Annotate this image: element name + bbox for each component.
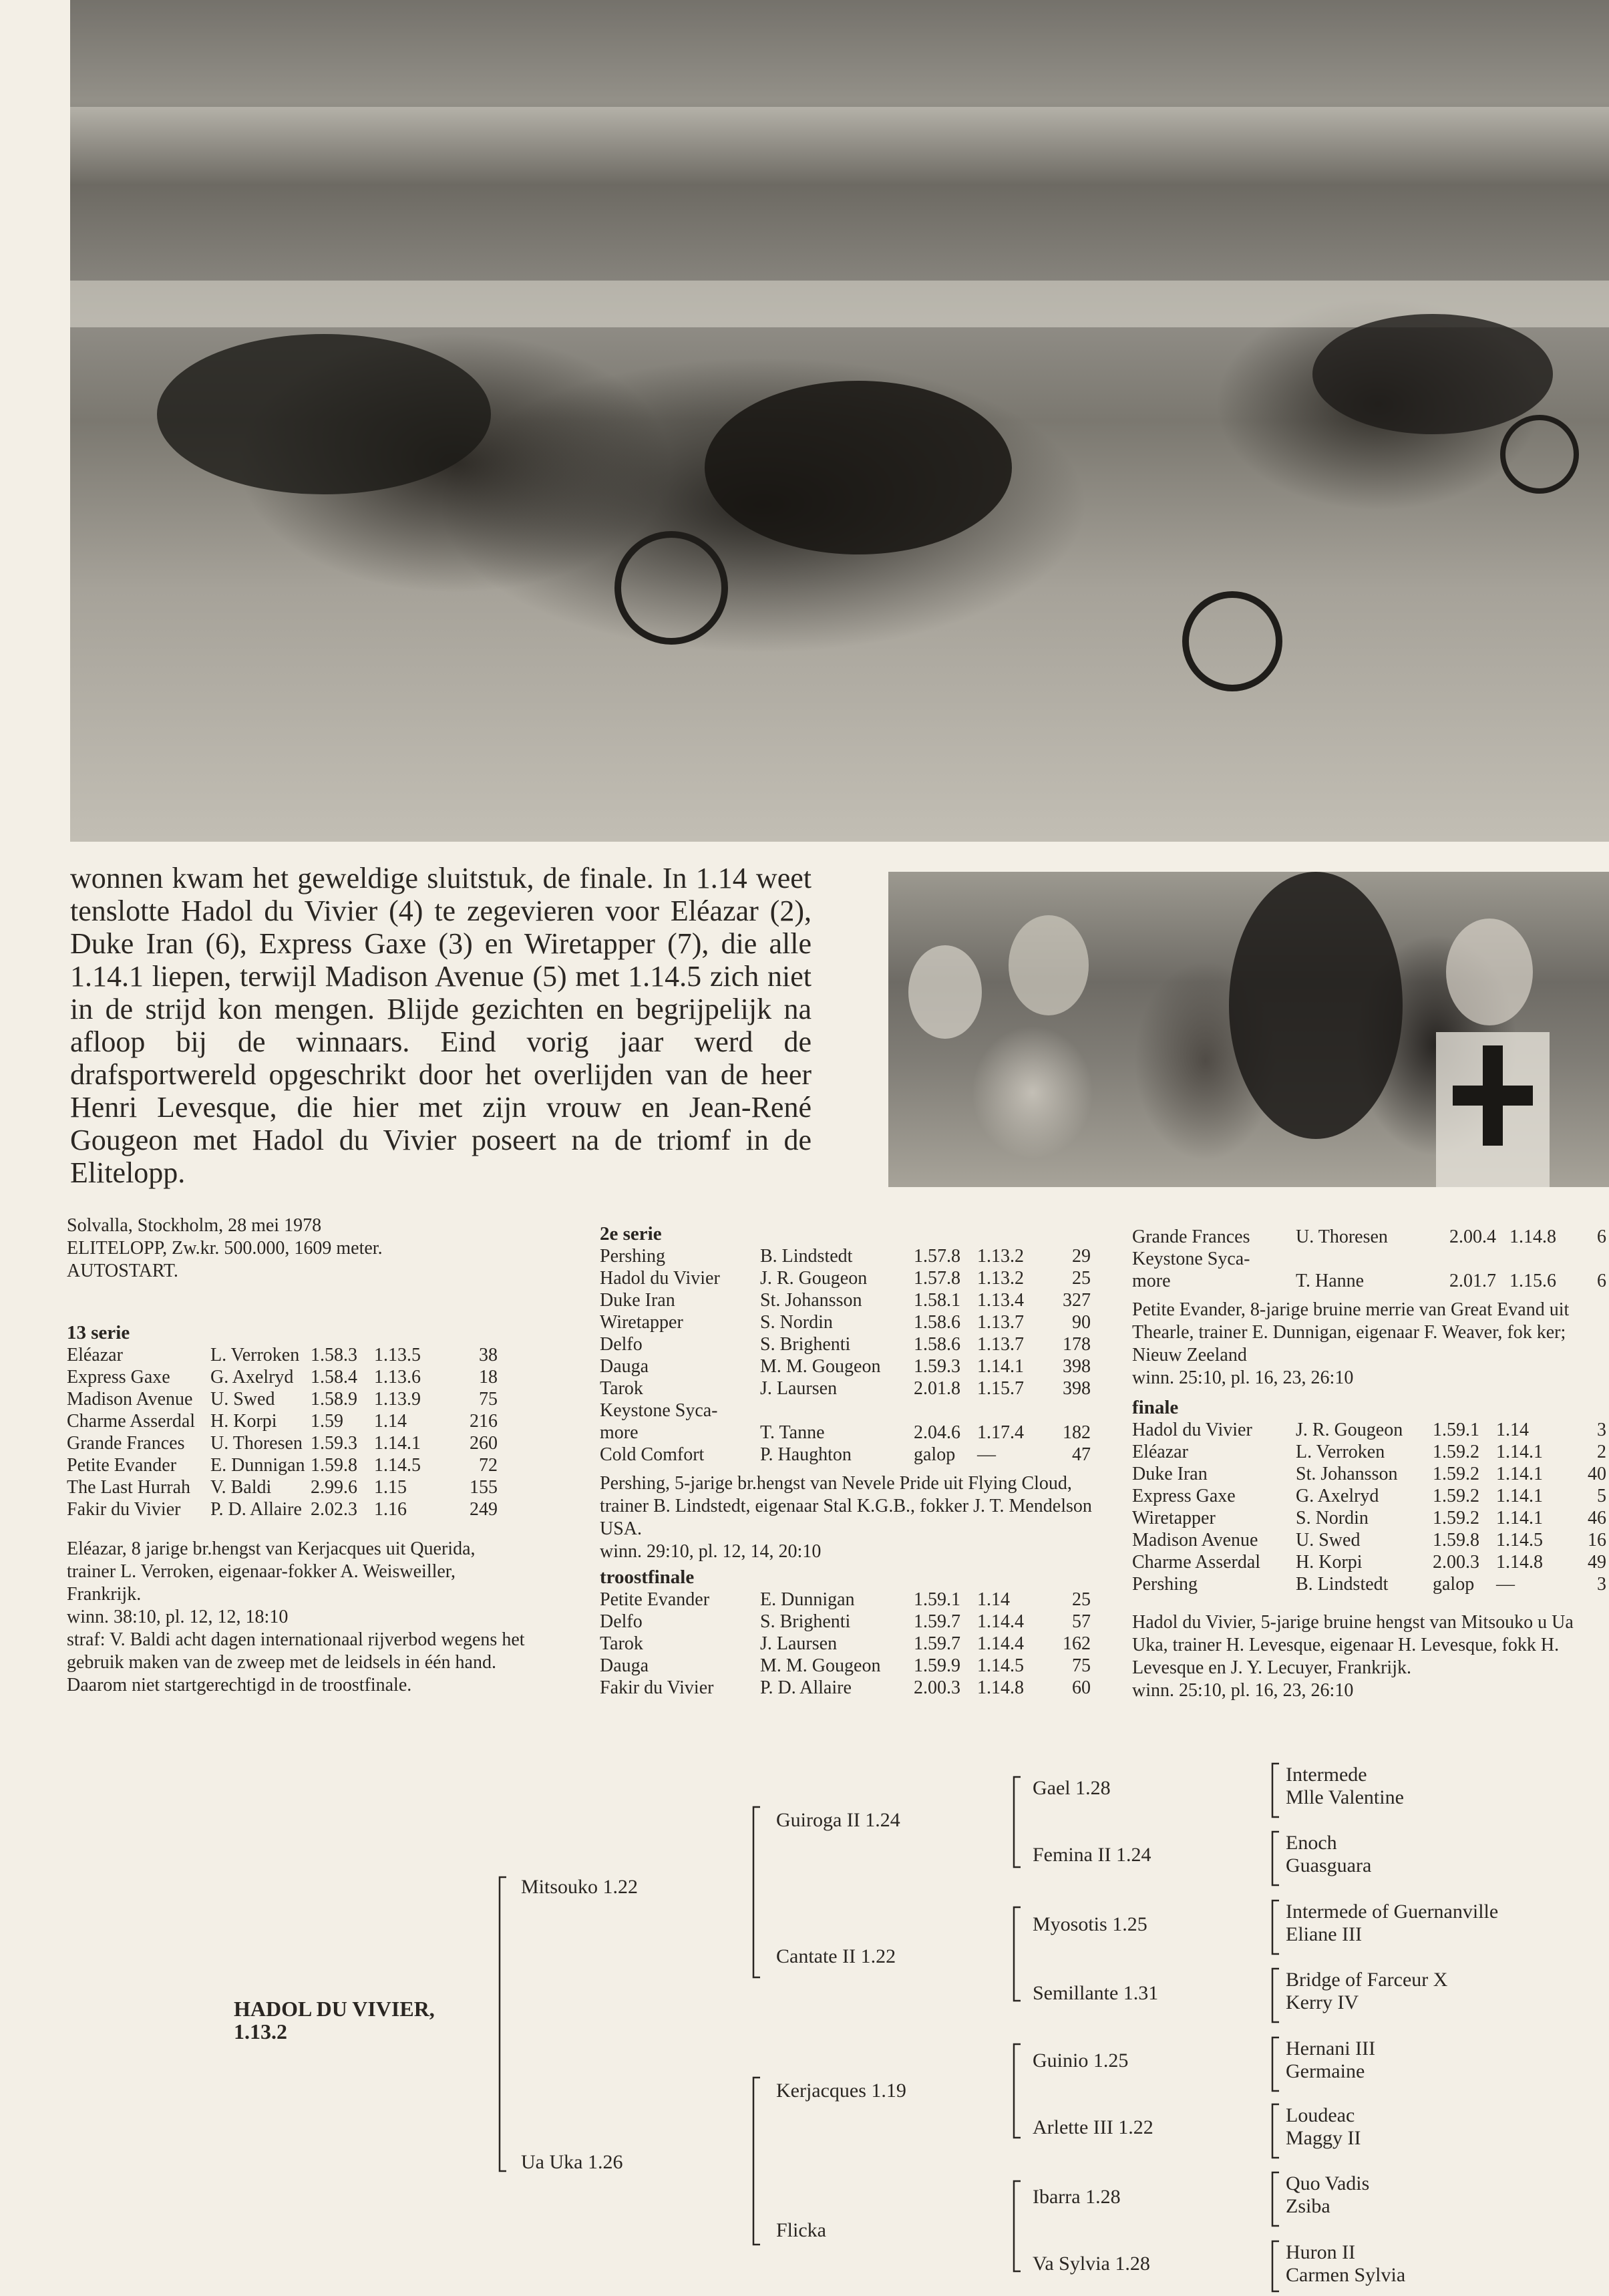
table-cell: 2.04.6	[914, 1422, 960, 1443]
table-row	[600, 1333, 1091, 1355]
table-cell	[977, 1400, 1051, 1422]
event-header	[67, 1214, 383, 1283]
table-row	[600, 1422, 1091, 1444]
serie-2-title: 2e serie	[600, 1223, 662, 1245]
table-cell: S. Nordin	[760, 1312, 833, 1333]
table-cell: L. Verroken	[210, 1345, 300, 1365]
table-cell: 3	[1597, 1420, 1606, 1440]
table-cell: Express Gaxe	[1132, 1486, 1236, 1506]
table-cell: 182	[1063, 1422, 1091, 1443]
table-cell: U. Thoresen	[210, 1433, 303, 1454]
table-cell: 1.58.3	[311, 1345, 357, 1365]
pedigree-g2-8: Va Sylvia 1.28	[1033, 2253, 1150, 2275]
table-cell: 1.16	[374, 1499, 407, 1520]
pedigree-g3-3-dam: Eliane III	[1286, 1923, 1363, 1945]
event-line-3: AUTOSTART.	[67, 1261, 178, 1281]
pedigree-g1-3: Kerjacques 1.19	[776, 2080, 906, 2102]
table-cell: 1.14.1	[1496, 1464, 1543, 1484]
table-cell: 1.13.2	[977, 1268, 1024, 1289]
table-cell: 327	[1063, 1290, 1091, 1311]
table-cell: Eléazar	[67, 1345, 123, 1365]
pedigree-g3-7	[1286, 2172, 1369, 2218]
table-cell: 75	[1072, 1655, 1091, 1676]
table-cell: H. Korpi	[1296, 1552, 1363, 1573]
table-cell: Eléazar	[1132, 1442, 1188, 1462]
table-cell: Wiretapper	[1132, 1508, 1216, 1528]
table-cell: 75	[479, 1389, 498, 1410]
table-cell: Keystone Syca-	[1132, 1249, 1250, 1269]
table-cell: 2.01.8	[914, 1378, 960, 1399]
table-cell: 1.13.7	[977, 1334, 1024, 1355]
table-row	[67, 1476, 498, 1498]
table-cell: 1.13.7	[977, 1312, 1024, 1333]
table-cell: 38	[479, 1345, 498, 1365]
table-cell: 1.58.1	[914, 1290, 960, 1311]
table-cell: Duke Iran	[1132, 1464, 1208, 1484]
table-cell: 249	[470, 1499, 498, 1520]
table-cell: 1.14.4	[977, 1633, 1024, 1654]
table-cell: 1.59.3	[311, 1433, 357, 1454]
table-cell: G. Axelryd	[210, 1367, 294, 1387]
table-cell: 1.14.1	[374, 1433, 421, 1454]
table-cell: 1.14	[1496, 1420, 1529, 1440]
table-row	[1132, 1441, 1606, 1463]
pedigree-g3-6-dam: Maggy II	[1286, 2127, 1361, 2149]
table-cell: U. Swed	[210, 1389, 275, 1410]
pedigree-g3-1-dam: Mlle Valentine	[1286, 1786, 1404, 1808]
table-cell: Delfo	[600, 1611, 643, 1632]
table-cell: 1.14	[374, 1411, 407, 1432]
table-row	[1132, 1573, 1606, 1595]
table-cell: Petite Evander	[600, 1589, 710, 1610]
table-cell: galop	[914, 1444, 956, 1465]
table-cell: 57	[1072, 1611, 1091, 1632]
table-cell: Charme Asserdal	[67, 1411, 196, 1432]
table-cell: Hadol du Vivier	[1132, 1420, 1252, 1440]
table-cell: Madison Avenue	[1132, 1530, 1258, 1550]
table-cell: Dauga	[600, 1356, 649, 1377]
table-cell: H. Korpi	[210, 1411, 277, 1432]
table-cell: 1.15.6	[1509, 1271, 1556, 1291]
table-cell: Charme Asserdal	[1132, 1552, 1261, 1573]
table-cell: M. M. Gougeon	[760, 1655, 881, 1676]
pedigree-g2-5: Guinio 1.25	[1033, 2049, 1129, 2072]
pedigree-g1-4: Flicka	[776, 2219, 826, 2241]
table-cell: 1.13.6	[374, 1367, 421, 1387]
table-row	[67, 1388, 498, 1410]
table-cell: S. Nordin	[1296, 1508, 1369, 1528]
table-row	[67, 1410, 498, 1432]
table-cell: 1.14.4	[977, 1611, 1024, 1632]
table-cell: 1.58.4	[311, 1367, 357, 1387]
table-cell: L. Verroken	[1296, 1442, 1385, 1462]
table-cell: M. M. Gougeon	[760, 1356, 881, 1377]
pedigree-g3-6	[1286, 2104, 1361, 2150]
event-line-1: Solvalla, Stockholm, 28 mei 1978	[67, 1215, 322, 1236]
table-cell: 1.14	[977, 1589, 1010, 1610]
table-cell: 60	[1072, 1677, 1091, 1698]
table-cell: 5	[1597, 1486, 1606, 1506]
table-row	[1132, 1463, 1606, 1485]
pedigree-g3-4-dam: Kerry IV	[1286, 1991, 1359, 2013]
serie-2-table	[600, 1245, 1091, 1466]
table-cell: St. Johansson	[760, 1290, 862, 1311]
table-row	[600, 1400, 1091, 1422]
pedigree-g3-2-sire: Enoch	[1286, 1832, 1337, 1854]
table-cell: 46	[1588, 1508, 1606, 1528]
table-cell: Express Gaxe	[67, 1367, 170, 1387]
serie-2-note: Pershing, 5-jarige br.hengst van Nevele Pride uit Flying Cloud, trainer B. Lindstedt, eigenaar Stal K.G.B., fokker J. T. Mendelson USA.	[600, 1473, 1092, 1539]
table-row	[600, 1677, 1091, 1699]
table-cell: P. Haughton	[760, 1444, 852, 1465]
table-cell	[914, 1400, 977, 1422]
serie-1-straf: straf: V. Baldi acht dagen internationaal rijverbod wegens het gebruik maken van de zweep met de leidsels in één hand. Daarom niet startgerechtigd in de troostfinale.	[67, 1629, 525, 1695]
table-cell: 47	[1072, 1444, 1091, 1465]
table-cell: 1.14.1	[1496, 1442, 1543, 1462]
table-cell	[1449, 1248, 1509, 1270]
table-cell: Fakir du Vivier	[600, 1677, 714, 1698]
table-cell: Grande Frances	[1132, 1226, 1250, 1247]
serie-1-title: 13 serie	[67, 1322, 130, 1343]
table-cell: 29	[1072, 1246, 1091, 1267]
table-row	[67, 1344, 498, 1366]
pedigree-g3-2-dam: Guasguara	[1286, 1854, 1372, 1876]
table-row	[600, 1267, 1091, 1289]
table-cell: 1.59.7	[914, 1611, 960, 1632]
table-cell: 16	[1588, 1530, 1606, 1550]
table-row	[1132, 1226, 1606, 1248]
table-cell: 1.17.4	[977, 1422, 1024, 1443]
table-row	[67, 1498, 498, 1520]
table-cell: Delfo	[600, 1334, 643, 1355]
table-cell: Pershing	[1132, 1574, 1198, 1595]
finale-table	[1132, 1419, 1606, 1595]
table-cell: 6	[1597, 1271, 1606, 1291]
table-cell: Tarok	[600, 1378, 643, 1399]
table-row	[600, 1444, 1091, 1466]
table-cell: 1.15	[374, 1477, 407, 1498]
table-cell: 260	[470, 1433, 498, 1454]
table-cell: 1.58.6	[914, 1312, 960, 1333]
table-cell: T. Hanne	[1296, 1271, 1365, 1291]
table-cell: S. Brighenti	[760, 1334, 851, 1355]
table-cell: 25	[1072, 1268, 1091, 1289]
table-cell: 1.59.1	[914, 1589, 960, 1610]
pedigree-g3-4	[1286, 1969, 1447, 2014]
table-row	[1132, 1529, 1606, 1551]
pedigree-g3-5	[1286, 2037, 1375, 2083]
table-cell: 1.14.5	[977, 1655, 1024, 1676]
table-cell: 1.14.1	[1496, 1486, 1543, 1506]
table-cell: Petite Evander	[67, 1455, 177, 1476]
table-cell: Cold Comfort	[600, 1444, 705, 1465]
table-cell: 18	[479, 1367, 498, 1387]
table-cell: Fakir du Vivier	[67, 1499, 181, 1520]
serie-2-notes	[600, 1472, 1107, 1563]
table-cell: St. Johansson	[1296, 1464, 1398, 1484]
table-cell: The Last Hurrah	[67, 1477, 191, 1498]
winners-photo	[888, 872, 1609, 1187]
table-cell: J. R. Gougeon	[1296, 1420, 1403, 1440]
pedigree-g3-4-sire: Bridge of Farceur X	[1286, 1969, 1448, 1991]
table-cell: 1.14.5	[1496, 1530, 1543, 1550]
table-cell: 1.13.4	[977, 1290, 1024, 1311]
table-cell: 1.59.2	[1433, 1508, 1479, 1528]
winners-illustration	[888, 872, 1609, 1187]
pedigree-g3-1	[1286, 1764, 1404, 1809]
pedigree-g2-6: Arlette III 1.22	[1033, 2116, 1153, 2138]
table-cell: 1.58.6	[914, 1334, 960, 1355]
table-cell: 1.14.1	[977, 1356, 1024, 1377]
table-cell: —	[977, 1444, 996, 1465]
serie-1b-notes	[1132, 1299, 1609, 1389]
troost-title: troostfinale	[600, 1567, 695, 1588]
pedigree-g3-8-dam: Carmen Sylvia	[1286, 2264, 1406, 2286]
table-row	[1132, 1551, 1606, 1573]
table-cell: 1.14.1	[1496, 1508, 1543, 1528]
table-cell	[1051, 1400, 1091, 1422]
table-row	[67, 1454, 498, 1476]
troost-table	[600, 1589, 1091, 1699]
table-cell: 1.13.2	[977, 1246, 1024, 1267]
table-cell: 216	[470, 1411, 498, 1432]
right-column	[1132, 1226, 1609, 1702]
finale-notes	[1132, 1611, 1609, 1702]
pedigree-g3-2	[1286, 1832, 1371, 1877]
table-cell: 155	[470, 1477, 498, 1498]
table-cell: U. Thoresen	[1296, 1226, 1388, 1247]
table-cell: 1.15.7	[977, 1378, 1024, 1399]
table-cell: 1.14.5	[374, 1455, 421, 1476]
table-row	[1132, 1485, 1606, 1507]
table-cell: 1.59.3	[914, 1356, 960, 1377]
table-cell: 1.13.9	[374, 1389, 421, 1410]
table-row	[600, 1355, 1091, 1377]
table-cell: 1.58.9	[311, 1389, 357, 1410]
table-cell: 6	[1597, 1226, 1606, 1247]
table-cell: 2.01.7	[1449, 1271, 1496, 1291]
serie-1-notes	[67, 1538, 528, 1697]
pedigree-g1-1: Guiroga II 1.24	[776, 1809, 900, 1831]
table-row	[600, 1611, 1091, 1633]
table-row	[67, 1432, 498, 1454]
pedigree-g3-5-sire: Hernani III	[1286, 2037, 1376, 2060]
event-line-2: ELITELOPP, Zw.kr. 500.000, 1609 meter.	[67, 1238, 383, 1259]
table-row	[600, 1311, 1091, 1333]
table-cell: E. Dunnigan	[210, 1455, 305, 1476]
table-cell: 1.59.2	[1433, 1486, 1479, 1506]
table-cell: Tarok	[600, 1633, 643, 1654]
table-cell: 1.14.8	[1496, 1552, 1543, 1573]
serie-1b-table	[1132, 1226, 1606, 1292]
table-cell: Grande Frances	[67, 1433, 185, 1454]
table-cell: more	[600, 1422, 639, 1443]
table-row	[600, 1377, 1091, 1400]
table-cell: 1.59.2	[1433, 1464, 1479, 1484]
table-row	[600, 1245, 1091, 1267]
table-cell: T. Tanne	[760, 1422, 825, 1443]
pedigree-g2-7: Ibarra 1.28	[1033, 2186, 1121, 2208]
pedigree-horse-time: 1.13.2	[234, 2019, 287, 2043]
table-cell: 1.59.9	[914, 1655, 960, 1676]
pedigree-g3-7-sire: Quo Vadis	[1286, 2172, 1370, 2194]
table-cell: 1.59.7	[914, 1633, 960, 1654]
table-cell: G. Axelryd	[1296, 1486, 1379, 1506]
table-cell	[760, 1400, 914, 1422]
table-cell: 1.59.2	[1433, 1442, 1479, 1462]
pedigree-g3-1-sire: Intermede	[1286, 1764, 1367, 1786]
table-cell: 25	[1072, 1589, 1091, 1610]
pedigree-g3-8-sire: Huron II	[1286, 2241, 1356, 2263]
pedigree-g3-3-sire: Intermede of Guernanville	[1286, 1901, 1499, 1923]
pedigree-g3-8	[1286, 2241, 1405, 2287]
table-cell: S. Brighenti	[760, 1611, 851, 1632]
pedigree-g3-6-sire: Loudeac	[1286, 2104, 1355, 2126]
table-cell: J. Laursen	[760, 1378, 838, 1399]
table-cell: P. D. Allaire	[210, 1499, 302, 1520]
table-cell: 2.00.4	[1449, 1226, 1496, 1247]
table-cell: 1.13.5	[374, 1345, 421, 1365]
table-cell: 72	[479, 1455, 498, 1476]
pedigree-g2-1: Gael 1.28	[1033, 1777, 1111, 1799]
table-row	[1132, 1419, 1606, 1441]
pedigree-g3-3	[1286, 1901, 1498, 1946]
serie-1	[67, 1321, 528, 1697]
table-cell: 162	[1063, 1633, 1091, 1654]
table-cell: Duke Iran	[600, 1290, 675, 1311]
pedigree-g3-7-dam: Zsiba	[1286, 2195, 1330, 2217]
table-cell: 1.59	[311, 1411, 343, 1432]
table-cell: more	[1132, 1271, 1171, 1291]
pedigree-horse-name: HADOL DU VIVIER,	[234, 1997, 435, 2021]
table-cell: 2.00.3	[1433, 1552, 1479, 1573]
pedigree-horse	[234, 1997, 435, 2043]
table-row	[600, 1589, 1091, 1611]
table-cell: Keystone Syca-	[600, 1400, 718, 1421]
finale-winn: winn. 25:10, pl. 16, 23, 26:10	[1132, 1680, 1354, 1701]
table-cell: 398	[1063, 1378, 1091, 1399]
serie-1-note: Eléazar, 8 jarige br.hengst van Kerjacques uit Querida, trainer L. Verroken, eigenaar-fokker A. Weisweiller, Frankrijk.	[67, 1538, 476, 1605]
table-cell: B. Lindstedt	[1296, 1574, 1389, 1595]
table-cell	[1509, 1248, 1586, 1270]
table-cell: P. D. Allaire	[760, 1677, 852, 1698]
table-row	[600, 1655, 1091, 1677]
table-cell: —	[1496, 1574, 1515, 1595]
table-cell	[1586, 1248, 1606, 1270]
table-cell	[1296, 1248, 1449, 1270]
race-finish-photo	[70, 0, 1609, 842]
table-cell: 1.57.8	[914, 1268, 960, 1289]
table-row	[600, 1633, 1091, 1655]
serie-1-table	[67, 1344, 498, 1520]
pedigree-g2-3: Myosotis 1.25	[1033, 1913, 1147, 1935]
table-cell: 40	[1588, 1464, 1606, 1484]
table-cell: 2.99.6	[311, 1477, 357, 1498]
table-cell: B. Lindstedt	[760, 1246, 853, 1267]
table-cell: J. R. Gougeon	[760, 1268, 868, 1289]
pedigree-sire: Mitsouko 1.22	[521, 1876, 639, 1898]
table-row	[600, 1289, 1091, 1311]
table-cell: 1.14.8	[977, 1677, 1024, 1698]
serie-1b-note: Petite Evander, 8-jarige bruine merrie van Great Evand uit Thearle, trainer E. Dunnigan, eigenaar F. Weaver, fok ker; Nieuw Zeeland	[1132, 1299, 1570, 1365]
table-cell: 178	[1063, 1334, 1091, 1355]
table-row	[1132, 1507, 1606, 1529]
pedigree-g2-2: Femina II 1.24	[1033, 1844, 1151, 1866]
serie-2-winn: winn. 29:10, pl. 12, 14, 20:10	[600, 1541, 822, 1562]
table-cell: J. Laursen	[760, 1633, 838, 1654]
table-cell: Dauga	[600, 1655, 649, 1676]
table-cell: 1.59.8	[311, 1455, 357, 1476]
finale-note: Hadol du Vivier, 5-jarige bruine hengst van Mitsouko u Ua Uka, trainer H. Levesque, eigenaar H. Levesque, fokk H. Levesque en J. Y. Lecuyer, Frankrijk.	[1132, 1612, 1574, 1678]
serie-1-winn: winn. 38:10, pl. 12, 12, 18:10	[67, 1607, 289, 1627]
table-cell: V. Baldi	[210, 1477, 272, 1498]
table-cell: Hadol du Vivier	[600, 1268, 720, 1289]
table-row	[1132, 1248, 1606, 1270]
table-cell: 1.59.8	[1433, 1530, 1479, 1550]
serie-1b-winn: winn. 25:10, pl. 16, 23, 26:10	[1132, 1367, 1354, 1388]
table-cell: 1.59.1	[1433, 1420, 1479, 1440]
pedigree-g1-2: Cantate II 1.22	[776, 1945, 896, 1967]
table-cell: 90	[1072, 1312, 1091, 1333]
intro-paragraph	[70, 862, 812, 1189]
table-cell: 49	[1588, 1552, 1606, 1573]
serie-2	[600, 1222, 1107, 1699]
table-cell: galop	[1433, 1574, 1475, 1595]
finale-title: finale	[1132, 1397, 1179, 1418]
pedigree-g3-5-dam: Germaine	[1286, 2060, 1365, 2082]
table-cell: 398	[1063, 1356, 1091, 1377]
table-cell: E. Dunnigan	[760, 1589, 855, 1610]
table-cell: Pershing	[600, 1246, 665, 1267]
table-cell: 1.14.8	[1509, 1226, 1556, 1247]
table-cell: 2	[1597, 1442, 1606, 1462]
intro-text: wonnen kwam het geweldige sluitstuk, de finale. In 1.14 weet tenslotte Hadol du Vivier (4) te zegevieren voor Eléazar (2), Duke Iran (6), Express Gaxe (3) en Wiretapper (7), die alle 1.14.1 liepen, terwijl Madison Avenue (5) met 1.14.5 zich niet in de strijd kon mengen. Blijde gezichten en begrijpelijk na afloop bij de winnaars. Eind vorig jaar werd de drafsportwereld opgeschrikt door het overlijden van de heer Henri Levesque, die hier met zijn vrouw en Jean-René Gougeon met Hadol du Vivier poseert na de triomf in de Elitelopp.	[70, 862, 812, 1189]
pedigree-g2-4: Semillante 1.31	[1033, 1982, 1159, 2004]
pedigree-dam: Ua Uka 1.26	[521, 2151, 623, 2173]
table-cell: 1.57.8	[914, 1246, 960, 1267]
table-cell: Madison Avenue	[67, 1389, 193, 1410]
table-cell: Wiretapper	[600, 1312, 683, 1333]
table-row	[67, 1366, 498, 1388]
table-cell: 3	[1597, 1574, 1606, 1595]
table-cell: U. Swed	[1296, 1530, 1361, 1550]
table-cell: 2.00.3	[914, 1677, 960, 1698]
table-cell: 2.02.3	[311, 1499, 357, 1520]
table-row	[1132, 1270, 1606, 1292]
race-finish-illustration	[70, 0, 1609, 842]
